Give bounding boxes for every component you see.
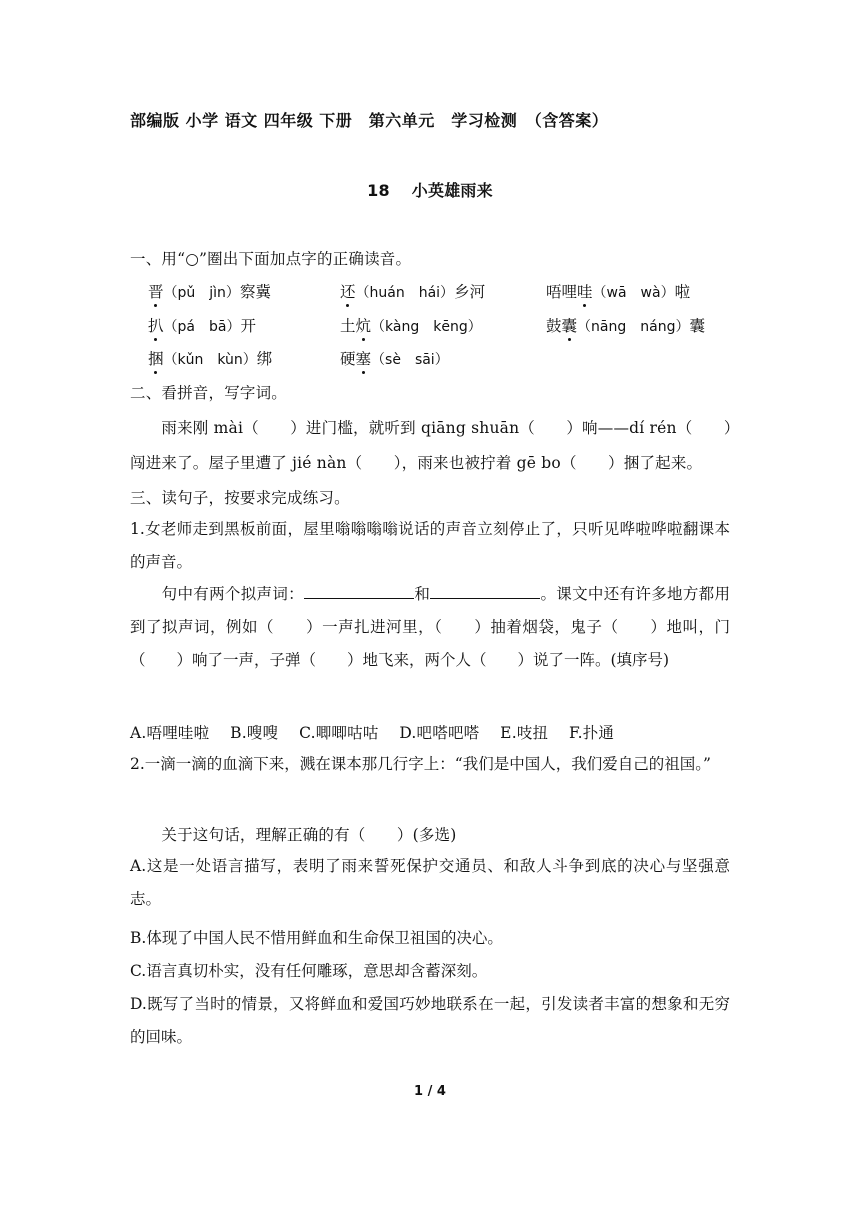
pinyin-options[interactable]: （pǔ jìn） xyxy=(163,285,240,301)
word-prefix: 唔哩 xyxy=(546,283,578,301)
q1-sentence: 1.女老师走到黑板前面，屋里嗡嗡嗡嗡说话的声音立刻停止了，只听见哗啦哗啦翻课本的声音。 xyxy=(130,520,730,571)
document-header: 部编版 小学 语文 四年级 下册 第六单元 学习检测 （含答案） xyxy=(130,111,609,130)
q1-prompt-a: 句中有两个拟声词： xyxy=(130,585,305,603)
pinyin-line-2: 闯进来了。屋子里遭了 jié nàn（ ），雨来也被拧着 gē bo（ ）捆了起来。 xyxy=(130,454,703,472)
pinyin-options[interactable]: （kǔn kùn） xyxy=(163,352,257,368)
word-suffix: 绑 xyxy=(256,350,273,368)
word-suffix: 开 xyxy=(240,317,256,335)
dotted-char: 炕 xyxy=(356,314,372,336)
answer-blank-2[interactable] xyxy=(430,584,540,599)
q1-prompt-b: 和 xyxy=(414,585,431,603)
word-suffix: 察冀 xyxy=(239,283,271,301)
pinyin-line-1: 雨来刚 mài（ ）进门槛，就听到 qiāng shuān（ ）响——dí rén（ ） xyxy=(130,419,740,437)
dotted-char: 塞 xyxy=(356,347,372,369)
lesson-title: 18 小英雄雨来 xyxy=(367,181,493,200)
pinyin-item xyxy=(148,314,256,336)
word-prefix: 硬 xyxy=(340,350,356,368)
pinyin-item xyxy=(340,314,482,336)
pinyin-item xyxy=(546,280,690,302)
dotted-char: 还 xyxy=(340,280,356,302)
pinyin-item xyxy=(340,347,449,369)
pinyin-item xyxy=(148,347,272,369)
word-prefix: 鼓 xyxy=(546,317,562,335)
word-suffix: 啦 xyxy=(674,283,691,301)
pinyin-options[interactable]: （huán hái） xyxy=(355,285,455,301)
word-prefix: 土 xyxy=(340,317,356,335)
section2-heading: 二、看拼音，写字词。 xyxy=(130,384,288,402)
pinyin-options[interactable]: （wā wà） xyxy=(592,285,675,301)
dotted-char: 囊 xyxy=(562,314,578,336)
word-suffix: 囊 xyxy=(689,317,705,335)
q1-prompt xyxy=(130,578,730,677)
q1-prompt-c: 。课文中还有许多地方都用到了拟声词，例如（ ）一声扎进河里，（ ）抽着烟袋，鬼子（ ）地叫，门（ ）响了一声，子弹（ ）地飞来，两个人（ ）说了一阵。(填序号) xyxy=(130,585,730,669)
pinyin-options[interactable]: （sè sāi） xyxy=(371,352,449,368)
pinyin-item xyxy=(546,314,705,336)
pinyin-options[interactable]: （pá bā） xyxy=(163,319,241,335)
answer-blank-1[interactable] xyxy=(304,584,414,599)
section1-heading: 一、用“○”圈出下面加点字的正确读音。 xyxy=(130,250,412,268)
pinyin-options[interactable]: （nāng náng） xyxy=(577,319,690,335)
pinyin-options[interactable]: （kàng kēng） xyxy=(371,319,482,335)
q2-option-a: A.这是一处语言描写，表明了雨来誓死保护交通员、和敌人斗争到底的决心与坚强意志。 xyxy=(130,857,730,908)
dotted-char: 捆 xyxy=(148,347,164,369)
dotted-char: 哇 xyxy=(577,280,593,302)
dotted-char: 扒 xyxy=(148,314,164,336)
pinyin-item xyxy=(148,280,271,302)
q2-prompt: 关于这句话，理解正确的有（ ）(多选) xyxy=(130,826,457,844)
q2-option-c: C.语言真切朴实，没有任何雕琢，意思却含蓄深刻。 xyxy=(130,962,488,980)
q2-sentence: 2.一滴一滴的血滴下来，溅在课本那几行字上：“我们是中国人，我们爱自己的祖国。” xyxy=(130,755,711,773)
pinyin-item xyxy=(340,280,485,302)
q2-option-b: B.体现了中国人民不惜用鲜血和生命保卫祖国的决心。 xyxy=(130,929,503,947)
dotted-char: 晋 xyxy=(148,280,164,302)
q1-options: A.唔哩哇啦 B.嗖嗖 C.唧唧咕咕 D.吧嗒吧嗒 E.吱扭 F.扑通 xyxy=(130,724,615,742)
section3-heading: 三、读句子，按要求完成练习。 xyxy=(130,489,350,507)
page-number: 1 / 4 xyxy=(414,1084,446,1099)
word-suffix: 乡河 xyxy=(454,283,486,301)
q2-option-d: D.既写了当时的情景，又将鲜血和爱国巧妙地联系在一起，引发读者丰富的想象和无穷的回味。 xyxy=(130,995,730,1046)
